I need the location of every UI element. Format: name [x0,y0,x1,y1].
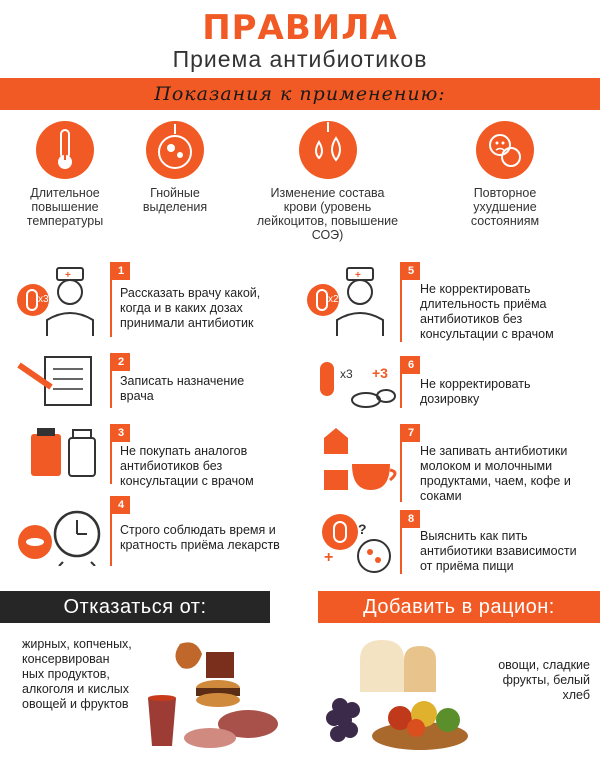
rule-text: Выяснить как пить антибиотики взависимости от приёма пищи [420,529,577,573]
svg-text:x2: x2 [328,294,339,305]
bacteria-icon [145,120,205,180]
svg-text:+3: +3 [372,365,388,381]
thermometer-icon [35,120,95,180]
rule-number: 6 [402,356,420,374]
indication-text: Изменение состава крови (уровень лейкоцитов, повышение СОЭ) [256,186,399,242]
rule-text: Не покупать аналогов антибиотиков без консультации с врачом [120,444,254,488]
svg-text:+: + [65,270,71,281]
svg-text:+: + [324,549,334,566]
indication-text: Длительное повышение температуры [26,186,104,228]
svg-text:x3: x3 [38,294,49,305]
rule-number: 1 [112,262,130,280]
sad-faces-icon [475,120,535,180]
avoid-label: Отказаться от: [63,596,207,618]
milk-cup-icon [318,424,400,494]
svg-text:x3: x3 [340,367,353,381]
rule-text: Не корректировать дозировку [420,377,531,406]
indication-blood [255,120,400,242]
rule-number: 4 [112,496,130,514]
rule-number: 5 [402,262,420,280]
pills-dosage-icon [310,356,400,411]
avoid-banner [0,591,270,623]
svg-text:+: + [355,270,361,281]
indication-text: Гнойные выделения [142,186,208,214]
page-subtitle: Приема антибиотиков [172,46,428,72]
indication-worsening [455,120,555,228]
rule-number: 2 [112,353,130,371]
svg-text:?: ? [358,521,367,537]
rule-number: 8 [402,510,420,528]
medicine-bottles-icon [25,424,105,479]
alarm-clock-icon [15,496,105,566]
page-title: ПРАВИЛА [202,8,398,48]
rule-text: Записать назначение врача [120,374,245,403]
healthy-food-illustration [320,636,480,754]
indications-label: Показания к применению: [154,83,446,105]
indications-banner [0,78,600,110]
add-text: овощи, сладкие фрукты, белый хлеб [498,658,590,702]
rule-number: 7 [402,424,420,442]
add-banner [318,591,600,623]
pill-food-icon [318,510,400,574]
doctor-icon [305,262,395,337]
doctor-icon [15,262,105,337]
rule-text: Строго соблюдать время и кратность приёма лекарств [120,523,280,552]
indication-fever [15,120,115,228]
junk-food-illustration [140,638,290,753]
add-label: Добавить в рацион: [363,596,555,618]
notepad-pencil-icon [15,353,105,408]
indication-text: Повторное ухудшение состояниям [470,186,540,228]
indication-pus [130,120,220,214]
blood-drops-icon [298,120,358,180]
avoid-text: жирных, копченых, консервирован ных продуктов, алкоголя и кислых овощей и фруктов [22,637,132,711]
rule-text: Не запивать антибиотики молоком и молочными продуктами, чаем, кофе и соками [420,444,571,503]
rule-number: 3 [112,424,130,442]
rule-text: Рассказать врачу какой, когда и в каких дозах принимали антибиотик [120,286,261,330]
rule-text: Не корректировать длительность приёма антибиотиков без консультации с врачом [420,282,554,341]
